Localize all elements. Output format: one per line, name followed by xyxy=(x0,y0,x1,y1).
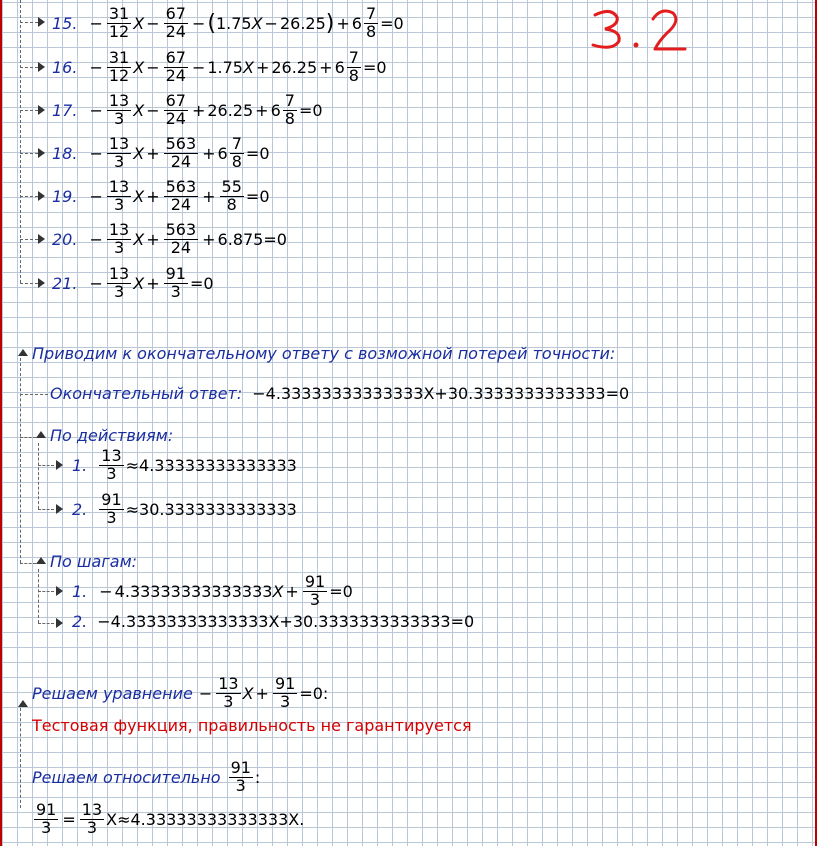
tree-branch xyxy=(20,437,36,438)
by-steps-heading: По шагам: xyxy=(50,552,138,571)
expand-arrow-icon[interactable] xyxy=(38,62,45,72)
tree-branch xyxy=(38,623,54,624)
solve-row: Решаем уравнение − $\frac{13}{3}$ X + $\frac{91}{3}$ =0: xyxy=(32,673,329,711)
step-row: 16. − $\frac{31}{12}$ X − $\frac{67}{24}$ − 1.75 X + 26.25 + 6 $\frac{7}{8}$ =0 xyxy=(52,47,387,85)
action-number: 1. xyxy=(72,455,88,475)
tree-branch xyxy=(38,591,54,592)
action-row: 1. $\frac{13}{3}$ ≈4.33333333333333 xyxy=(72,445,297,483)
left-frame-border xyxy=(0,0,2,846)
tree-connector xyxy=(38,569,39,623)
step-number: 2. xyxy=(72,612,88,631)
step-number: 1. xyxy=(72,581,88,601)
action-row: 2. $\frac{91}{3}$ ≈30.3333333333333 xyxy=(72,489,297,527)
expand-arrow-icon[interactable] xyxy=(38,148,45,158)
by-actions-heading: По действиям: xyxy=(50,426,174,445)
expand-arrow-icon[interactable] xyxy=(38,191,45,201)
step-row: 20. − $\frac{13}{3}$ X + $\frac{563}{24}$ + 6.875 =0 xyxy=(52,219,287,257)
approx-section-title: Приводим к окончательному ответу с возможной потерей точности: xyxy=(32,344,616,363)
expand-arrow-icon[interactable] xyxy=(56,618,63,628)
step-row: 18. − $\frac{13}{3}$ X + $\frac{563}{24}$ + 6 $\frac{7}{8}$ =0 xyxy=(52,133,270,171)
step-number: 19. xyxy=(52,186,78,206)
tree-connector xyxy=(20,358,21,563)
tree-connector xyxy=(38,443,39,509)
tree-connector xyxy=(20,708,21,808)
expand-arrow-icon[interactable] xyxy=(56,586,63,596)
action-number: 2. xyxy=(72,499,88,519)
tree-branch xyxy=(20,196,38,197)
step-number: 18. xyxy=(52,143,78,163)
warning-row xyxy=(32,716,472,735)
expand-arrow-icon[interactable] xyxy=(38,278,45,288)
step-row: 21. − $\frac{13}{3}$ X + $\frac{91}{3}$ =0 xyxy=(52,263,214,301)
tree-branch xyxy=(38,465,54,466)
step-number: 17. xyxy=(52,100,78,120)
expand-arrow-icon[interactable] xyxy=(38,17,45,27)
solve-label: Решаем уравнение xyxy=(32,683,193,703)
handwritten-annotation xyxy=(589,5,689,53)
step-number: 15. xyxy=(52,13,78,33)
solve-relative-label: Решаем относительно xyxy=(32,767,221,787)
result-row: $\frac{91}{3}$ = $\frac{13}{3}$ X≈4.33333333333333X. xyxy=(36,799,305,837)
warning-text: Тестовая функция, правильность не гарантируется xyxy=(32,716,472,735)
tree-branch xyxy=(20,67,38,68)
final-answer-label: Окончательный ответ: xyxy=(50,384,243,403)
step-number: 21. xyxy=(52,273,78,293)
final-answer-row xyxy=(50,384,629,403)
tree-branch xyxy=(20,239,38,240)
tree-branch xyxy=(20,563,36,564)
collapse-arrow-icon[interactable] xyxy=(36,557,46,564)
step-number: 16. xyxy=(52,57,78,77)
final-answer-value: −4.33333333333333X+30.3333333333333=0 xyxy=(252,384,630,403)
tree-branch xyxy=(20,22,38,23)
collapse-arrow-icon[interactable] xyxy=(18,700,28,707)
tree-branch xyxy=(38,509,54,510)
solve-relative-row: Решаем относительно $\frac{91}{3}$ : xyxy=(32,757,261,795)
collapse-arrow-icon[interactable] xyxy=(18,349,28,356)
tree-branch xyxy=(20,110,38,111)
tree-branch xyxy=(20,283,38,284)
step-row: 17. − $\frac{13}{3}$ X − $\frac{67}{24}$ + 26.25 + 6 $\frac{7}{8}$ =0 xyxy=(52,90,323,128)
expand-arrow-icon[interactable] xyxy=(56,504,63,514)
tree-connector xyxy=(20,0,21,283)
step-number: 20. xyxy=(52,229,78,249)
collapse-arrow-icon[interactable] xyxy=(36,431,46,438)
step2-row: 1. − 4.33333333333333 X + $\frac{91}{3}$ =0 xyxy=(72,571,353,609)
tree-branch xyxy=(20,394,48,395)
step-row: 19. − $\frac{13}{3}$ X + $\frac{563}{24}$ + $\frac{55}{8}$ =0 xyxy=(52,176,270,214)
step2-row: 2. −4.33333333333333X+30.3333333333333=0 xyxy=(72,612,475,631)
tree-branch xyxy=(20,153,38,154)
expand-arrow-icon[interactable] xyxy=(38,234,45,244)
expand-arrow-icon[interactable] xyxy=(38,105,45,115)
expand-arrow-icon[interactable] xyxy=(56,460,63,470)
step-row: 15. − $\frac{31}{12}$ X − $\frac{67}{24}$ − ( 1.75 X − 26.25 ) + 6 $\frac{7}{8}$ =0 xyxy=(52,3,404,41)
